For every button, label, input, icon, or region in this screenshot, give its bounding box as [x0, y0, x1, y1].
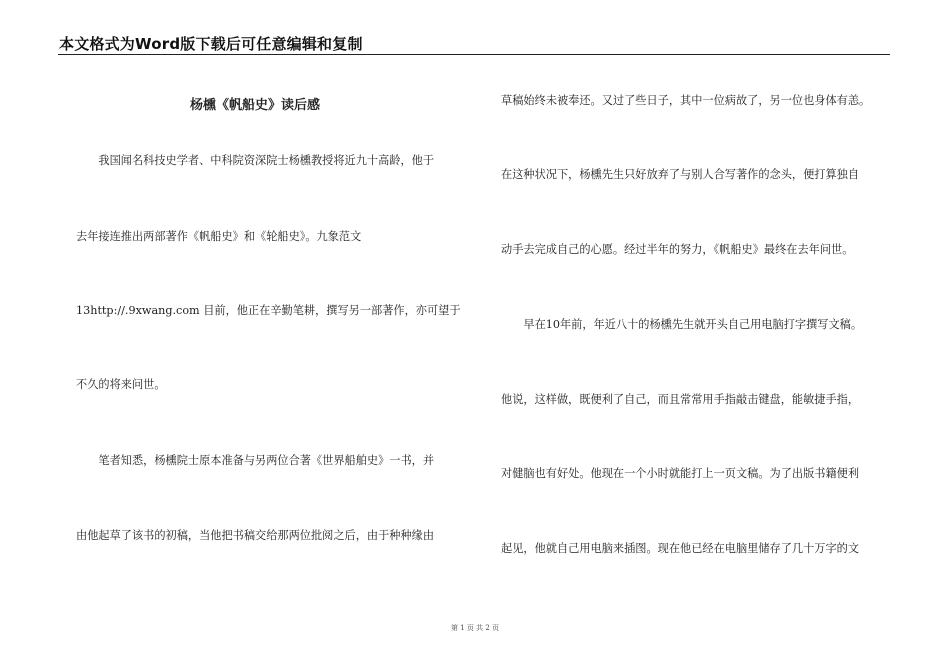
paragraph-line: 去年接连推出两部著作《帆船史》和《轮船史》。九象范文 [76, 230, 362, 243]
page-footer: 第 1 页 共 2 页 [450, 624, 500, 632]
document-banner: 本文格式为Word版下载后可任意编辑和复制 [59, 35, 363, 53]
paragraph-line: 草稿始终未被奉还。又过了些日子，其中一位病故了，另一位也身体有恙。 [501, 94, 871, 107]
paragraph-line: 早在10年前，年近八十的杨櫄先生就开头自己用电脑打字撰写文稿。 [501, 318, 863, 331]
header-rule [58, 54, 890, 55]
paragraph-line: 笔者知悉，杨櫄院士原本准备与另两位合著《世界船舶史》一书，并 [76, 454, 435, 467]
paragraph-line: 由他起草了该书的初稿，当他把书稿交给那两位批阅之后，由于种种缘由 [76, 529, 435, 542]
paragraph-line: 他说，这样做，既便利了自己，而且常常用手指敲击键盘，能敏捷手指， [501, 393, 860, 406]
paragraph-line: 对健脑也有好处。他现在一个小时就能打上一页文稿。为了出版书籍便利 [501, 467, 860, 480]
paragraph-line: 动手去完成自己的心愿。经过半年的努力，《帆船史》最终在去年问世。 [501, 243, 854, 256]
paragraph-line: 起见，他就自己用电脑来插图。现在他已经在电脑里储存了几十万字的文 [501, 542, 860, 555]
paragraph-line: 在这种状况下，杨櫄先生只好放弃了与别人合写著作的念头，便打算独自 [501, 168, 860, 181]
paragraph-line: 不久的将来问世。 [76, 378, 166, 391]
paragraph-line: 我国闻名科技史学者、中科院资深院士杨櫄教授将近九十高龄，他于 [76, 154, 435, 167]
paragraph-line: 13http://.9xwang.com 目前，他正在辛勤笔耕，撰写另一部著作，亦可望于 [76, 304, 461, 317]
article-title: 杨櫄《帆船史》读后感 [190, 98, 321, 113]
